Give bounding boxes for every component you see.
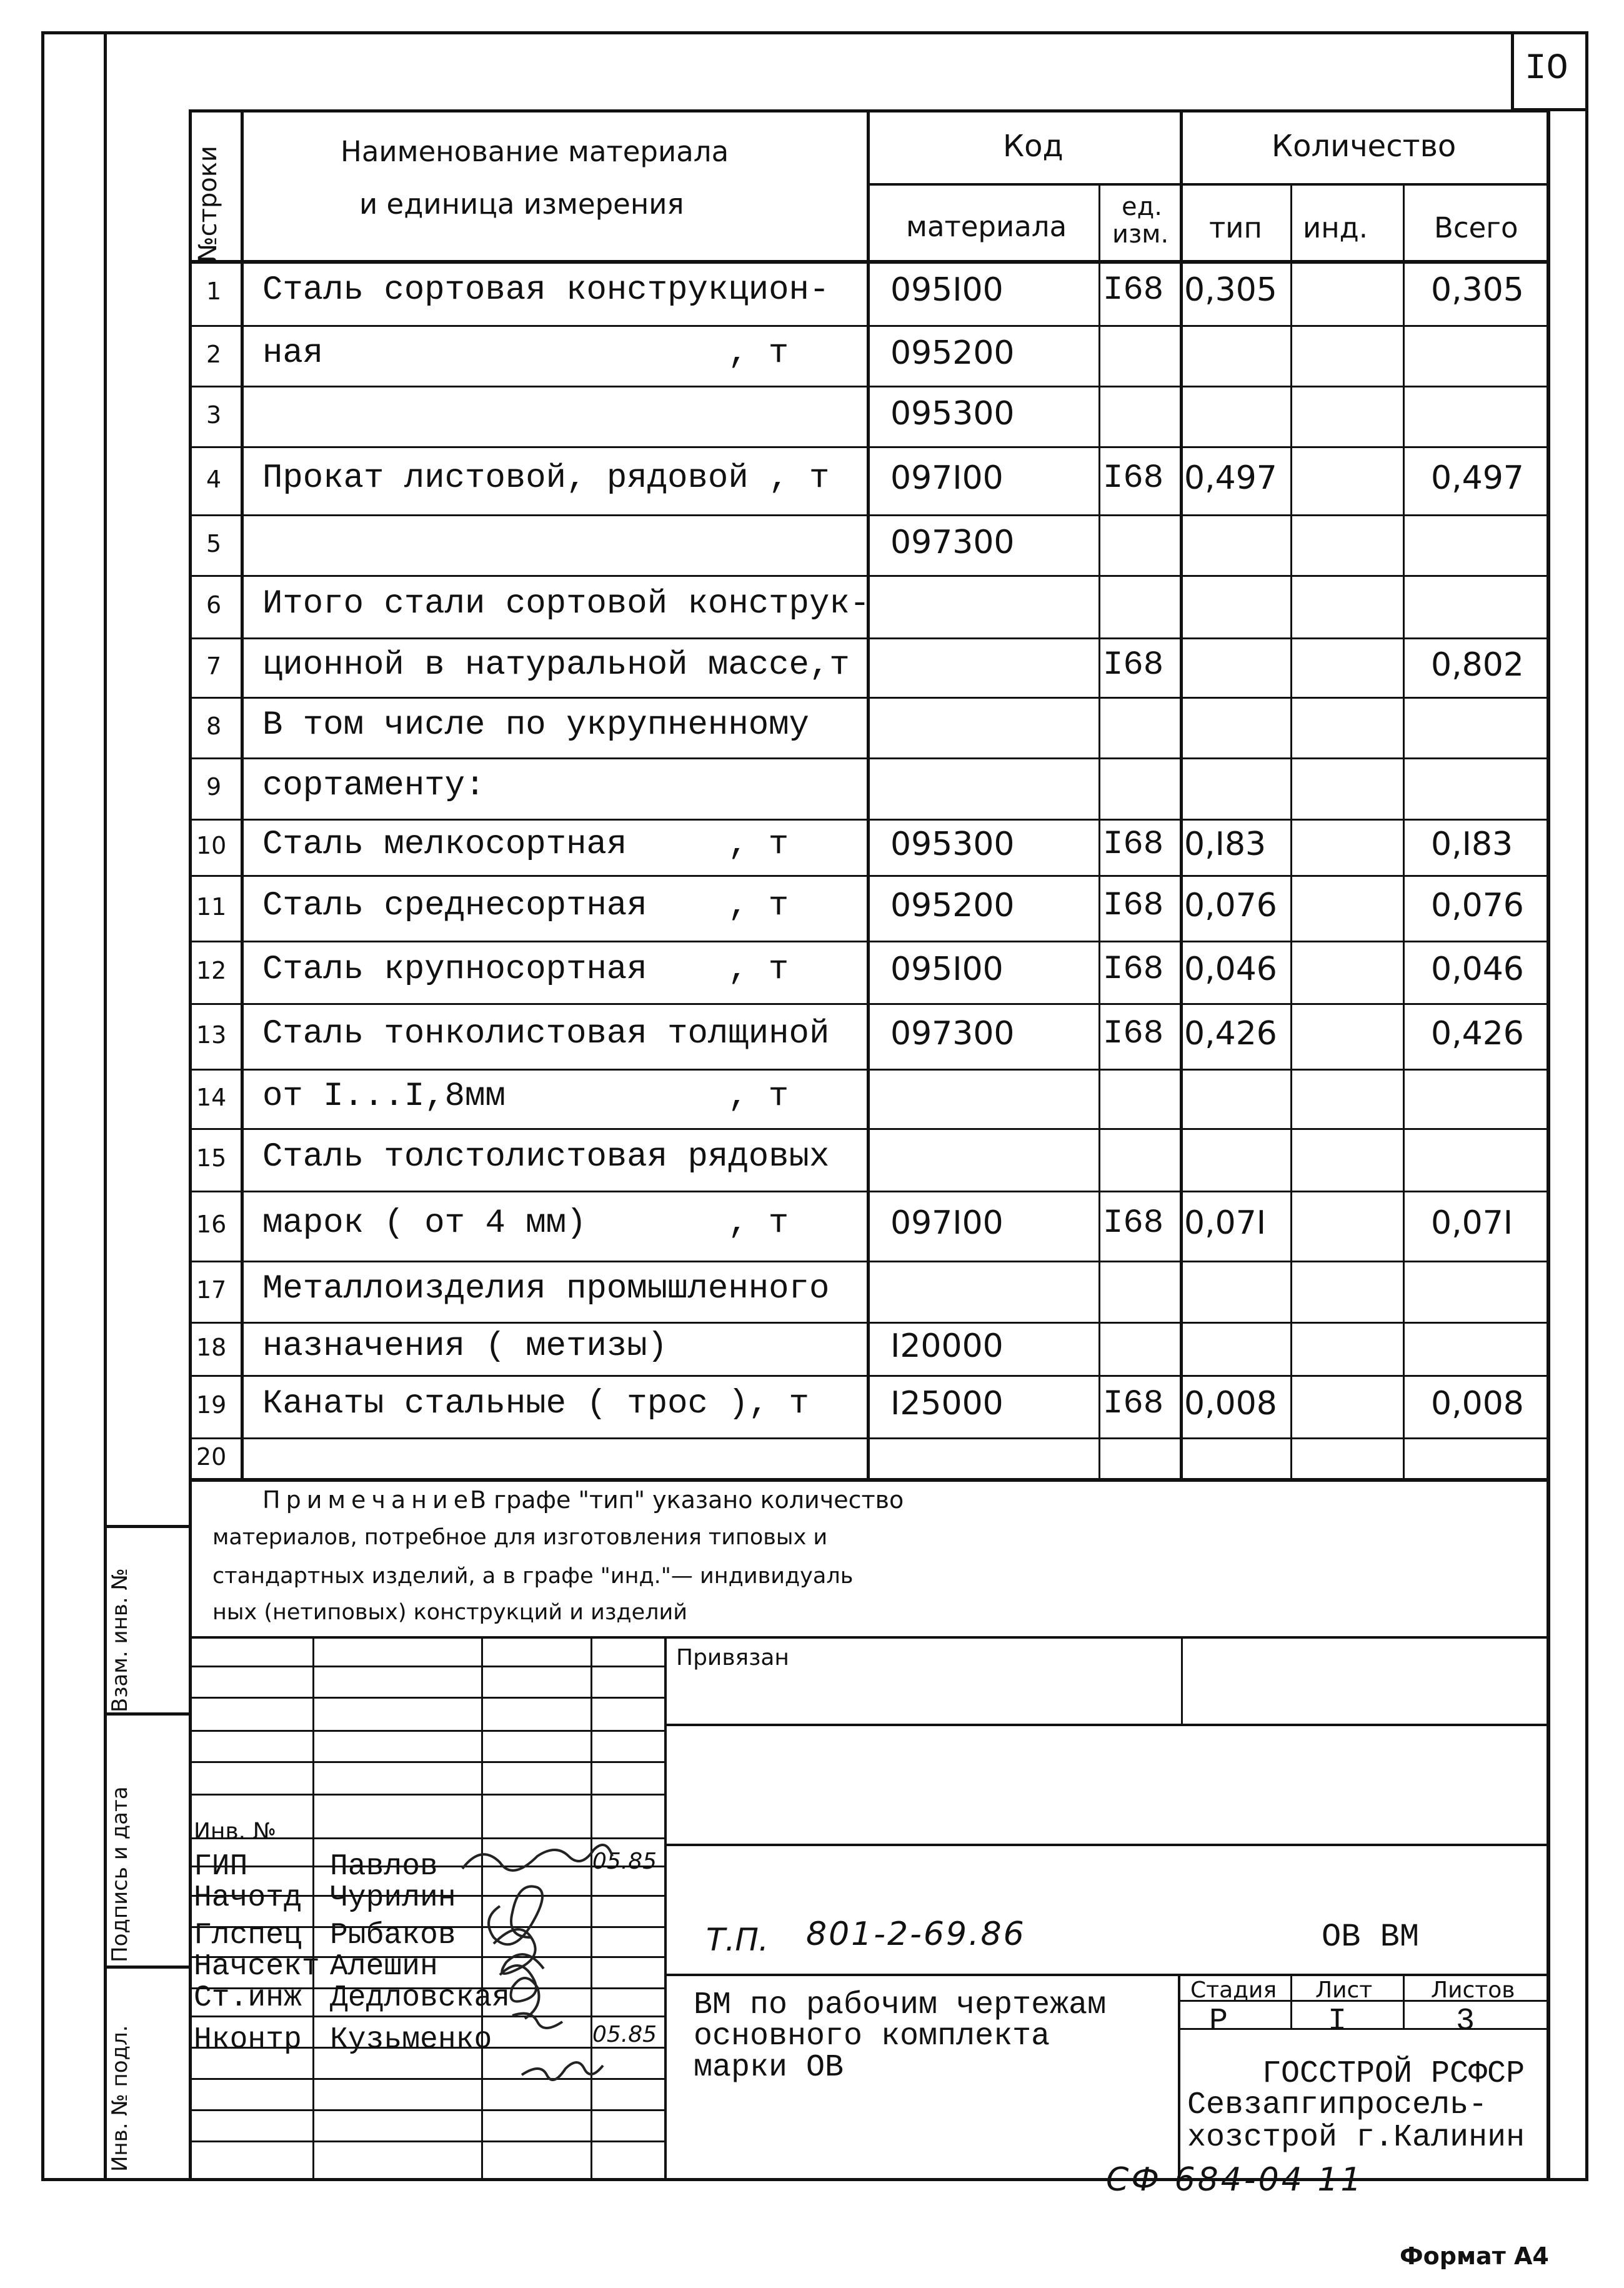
grid-line xyxy=(189,1636,1549,1639)
doc-mark: ОВ ВМ xyxy=(1322,1919,1420,1956)
signature-role: Глспец xyxy=(194,1919,302,1952)
row-number: 17 xyxy=(196,1276,227,1304)
signature-name: Дедловская xyxy=(330,1981,511,2015)
sheets-label: Листов xyxy=(1431,1977,1515,2003)
row-total-value: 0,305 xyxy=(1431,271,1524,309)
grid-line xyxy=(664,1724,1549,1726)
row-typ-value: 0,305 xyxy=(1184,271,1277,309)
row-unit-code: I68 xyxy=(1103,886,1164,925)
grid-line xyxy=(312,1636,314,2179)
row-material-code: 095200 xyxy=(890,334,1015,372)
grid-line xyxy=(189,2078,664,2080)
row-unit-code: I68 xyxy=(1103,1204,1164,1242)
grid-line xyxy=(664,1636,667,2179)
org-line3: хозстрой г.Калинин xyxy=(1187,2120,1525,2156)
row-number: 6 xyxy=(206,591,222,619)
row-material-code: 095300 xyxy=(890,826,1015,863)
row-total-value: 0,I83 xyxy=(1431,826,1513,863)
stamp-right-border xyxy=(1547,1478,1550,2179)
row-typ-value: 0,008 xyxy=(1184,1385,1277,1422)
row-name: Канаты стальные ( трос ), т xyxy=(262,1385,809,1423)
signature-name: Кузьменко xyxy=(330,2023,492,2057)
grid-line xyxy=(481,1636,483,2179)
row-unit-code: I68 xyxy=(1103,646,1164,684)
stage-value: Р xyxy=(1209,2004,1228,2039)
row-number: 12 xyxy=(196,957,227,984)
row-number: 8 xyxy=(206,712,222,740)
signature-role: Начсект xyxy=(194,1950,320,1984)
row-material-code: I20000 xyxy=(890,1327,1004,1365)
header-material: материала xyxy=(906,210,1067,243)
row-total-value: 0,426 xyxy=(1431,1014,1524,1052)
sheets-value: 3 xyxy=(1456,2004,1475,2039)
grid-line xyxy=(1181,1636,1183,1724)
grid-line xyxy=(867,109,870,1481)
signature-name: Павлов xyxy=(330,1850,438,1884)
row-unit-code: I68 xyxy=(1103,271,1164,309)
grid-line xyxy=(590,1636,592,2179)
row-number: 15 xyxy=(196,1144,227,1172)
row-material-code: 095300 xyxy=(890,394,1015,432)
signature-role: Начотд xyxy=(194,1881,302,1915)
row-name: ная xyxy=(262,334,324,372)
doc-title-line1: ВМ по рабочим чертежам xyxy=(694,1987,1107,2023)
note-line2: материалов, потребное для изготовления типовых и xyxy=(212,1525,828,1550)
row-material-code: 097I00 xyxy=(890,459,1004,497)
row-unit-code: I68 xyxy=(1103,459,1164,497)
signature-name: Алешин xyxy=(330,1950,438,1984)
grid-line xyxy=(189,1666,664,1667)
grid-line xyxy=(189,1794,664,1796)
header-typ: тип xyxy=(1209,211,1262,244)
row-material-code: I25000 xyxy=(890,1385,1004,1422)
grid-line xyxy=(189,2016,664,2017)
table-right-border xyxy=(1547,109,1550,1481)
header-unit-line1: ед. xyxy=(1122,192,1162,221)
row-total-value: 0,008 xyxy=(1431,1385,1524,1422)
grid-line xyxy=(1290,1974,1292,2028)
header-unit-line2: изм. xyxy=(1112,220,1169,249)
doc-title-line2: основного комплекта xyxy=(694,2019,1050,2054)
row-unit-code: I68 xyxy=(1103,826,1164,864)
row-unit-code: I68 xyxy=(1103,1014,1164,1053)
grid-line xyxy=(1098,183,1100,1481)
row-name: В том числе по укрупненному xyxy=(262,706,809,744)
header-quantity: Количество xyxy=(1272,129,1457,164)
row-total-value: 0,046 xyxy=(1431,951,1524,988)
row-unit-suffix: , т xyxy=(728,826,789,864)
row-unit-code: I68 xyxy=(1103,951,1164,989)
row-name: сортаменту: xyxy=(262,767,486,805)
grid-line xyxy=(189,2141,664,2142)
row-name: Сталь мелкосортная xyxy=(262,826,627,864)
row-material-code: 097300 xyxy=(890,523,1015,561)
archive-code: СФ 684-04 11 xyxy=(1106,2161,1364,2199)
row-number: 7 xyxy=(206,652,222,680)
row-total-value: 0,802 xyxy=(1431,646,1524,684)
grid-line xyxy=(867,183,1549,186)
doc-code-prefix: Т.П. xyxy=(706,1922,769,1958)
grid-line xyxy=(1403,183,1405,1481)
note-line4: ных (нетиповых) конструкций и изделий xyxy=(212,1600,688,1625)
inv-no-label: Инв. № xyxy=(194,1819,277,1844)
header-row-no: №строки xyxy=(194,146,222,262)
row-number: 9 xyxy=(206,773,222,801)
grid-line xyxy=(1403,1974,1405,2028)
row-material-code: 097300 xyxy=(890,1014,1015,1052)
row-number: 2 xyxy=(206,340,222,368)
row-number: 1 xyxy=(206,277,222,305)
org-line1: ГОССТРОЙ РСФСР xyxy=(1262,2056,1525,2092)
org-line2: Севзапгипросель- xyxy=(1187,2087,1488,2123)
row-unit-suffix: , т xyxy=(728,886,789,925)
signature-name: Рыбаков xyxy=(330,1919,456,1952)
row-unit-suffix: , т xyxy=(728,334,789,372)
grid-line xyxy=(1178,2028,1549,2030)
row-name: Прокат листовой, рядовой , т xyxy=(262,459,830,497)
side-label-inv-podl: Инв. № подл. xyxy=(107,2025,132,2172)
row-name: Сталь крупносортная xyxy=(262,951,647,989)
row-name: Сталь тонколистовая толщиной xyxy=(262,1014,830,1053)
grid-line xyxy=(104,1712,189,1716)
sheet-label: Лист xyxy=(1315,1977,1373,2003)
grid-line xyxy=(104,1525,189,1528)
signature-role: Ст.инж xyxy=(194,1981,302,2015)
row-typ-value: 0,076 xyxy=(1184,886,1277,924)
table-left-border xyxy=(189,109,192,1481)
row-total-value: 0,07I xyxy=(1431,1204,1513,1242)
grid-line xyxy=(189,1730,664,1732)
doc-code: 801-2-69.86 xyxy=(806,1916,1026,1953)
row-typ-value: 0,426 xyxy=(1184,1014,1277,1052)
row-name: Сталь сортовая конструкцион- xyxy=(262,271,830,309)
row-number: 5 xyxy=(206,529,222,557)
grid-line xyxy=(189,1761,664,1763)
row-unit-suffix: , т xyxy=(728,1204,789,1242)
grid-line xyxy=(1290,183,1292,1481)
row-typ-value: 0,07I xyxy=(1184,1204,1267,1242)
grid-line xyxy=(104,1525,107,2181)
note-line3: стандартных изделий, а в графе "инд."— индивидуаль xyxy=(212,1564,854,1589)
row-unit-suffix: , т xyxy=(728,951,789,989)
header-name-line1: Наименование материала xyxy=(341,135,729,168)
row-name: назначения ( метизы) xyxy=(262,1327,668,1366)
header-code: Код xyxy=(1003,129,1064,164)
doc-title-line3: марки ОВ xyxy=(694,2050,844,2086)
grid-line xyxy=(189,1697,664,1699)
header-name-line2: и единица измерения xyxy=(359,187,684,221)
row-number: 4 xyxy=(206,465,222,493)
page-number: IO xyxy=(1525,49,1568,89)
note-line1: В графе "тип" указано количество xyxy=(470,1486,904,1514)
row-name: Сталь среднесортная xyxy=(262,886,647,925)
row-name: ционной в натуральной массе,т xyxy=(262,646,850,684)
note-label: Примечание xyxy=(262,1486,474,1514)
signature-role: ГИП xyxy=(194,1850,248,1884)
row-material-code: 095200 xyxy=(890,886,1015,924)
grid-line xyxy=(1178,1974,1180,2179)
row-name: марок ( от 4 мм) xyxy=(262,1204,587,1242)
row-typ-value: 0,046 xyxy=(1184,951,1277,988)
row-number: 3 xyxy=(206,401,222,429)
row-number: 20 xyxy=(196,1442,227,1471)
grid-line xyxy=(241,109,244,1481)
grid-line xyxy=(664,1844,1549,1846)
row-number: 16 xyxy=(196,1211,227,1238)
row-name: от I...I,8мм xyxy=(262,1077,506,1116)
grid-line xyxy=(1180,109,1183,1481)
row-number: 14 xyxy=(196,1083,227,1111)
row-number: 10 xyxy=(196,832,227,859)
signature-name: Чурилин xyxy=(330,1881,456,1915)
side-label-vzam-inv: Взам. инв. № xyxy=(107,1568,132,1712)
row-material-code: 097I00 xyxy=(890,1204,1004,1242)
header-ind: инд. xyxy=(1303,211,1368,244)
signature-date: 05.85 xyxy=(592,1849,657,1874)
grid-line xyxy=(189,2109,664,2111)
row-name: Металлоизделия промышленного xyxy=(262,1270,830,1308)
row-name: Итого стали сортовой конструк- xyxy=(262,585,870,623)
row-unit-suffix: , т xyxy=(728,1077,789,1116)
row-number: 13 xyxy=(196,1021,227,1049)
grid-line xyxy=(664,1974,1549,1976)
row-number: 18 xyxy=(196,1333,227,1361)
privyazan-label: Привязан xyxy=(676,1645,789,1671)
row-total-value: 0,076 xyxy=(1431,886,1524,924)
signature-role: Нконтр xyxy=(194,2023,302,2057)
signature-date: 05.85 xyxy=(592,2022,657,2047)
grid-line xyxy=(189,1478,192,2179)
row-unit-code: I68 xyxy=(1103,1385,1164,1423)
row-total-value: 0,497 xyxy=(1431,459,1524,497)
row-name: Сталь толстолистовая рядовых xyxy=(262,1138,830,1176)
sheet-value: I xyxy=(1328,2004,1347,2039)
row-typ-value: 0,I83 xyxy=(1184,826,1267,863)
row-typ-value: 0,497 xyxy=(1184,459,1277,497)
row-number: 19 xyxy=(196,1391,227,1419)
row-material-code: 095I00 xyxy=(890,951,1004,988)
grid-line xyxy=(104,1966,189,1969)
stage-label: Стадия xyxy=(1190,1977,1277,2003)
header-total: Всего xyxy=(1434,211,1518,244)
format-label: Формат А4 xyxy=(1400,2242,1549,2270)
row-material-code: 095I00 xyxy=(890,271,1004,309)
row-number: 11 xyxy=(196,892,227,921)
side-label-podpis-data: Подпись и дата xyxy=(107,1786,132,1962)
